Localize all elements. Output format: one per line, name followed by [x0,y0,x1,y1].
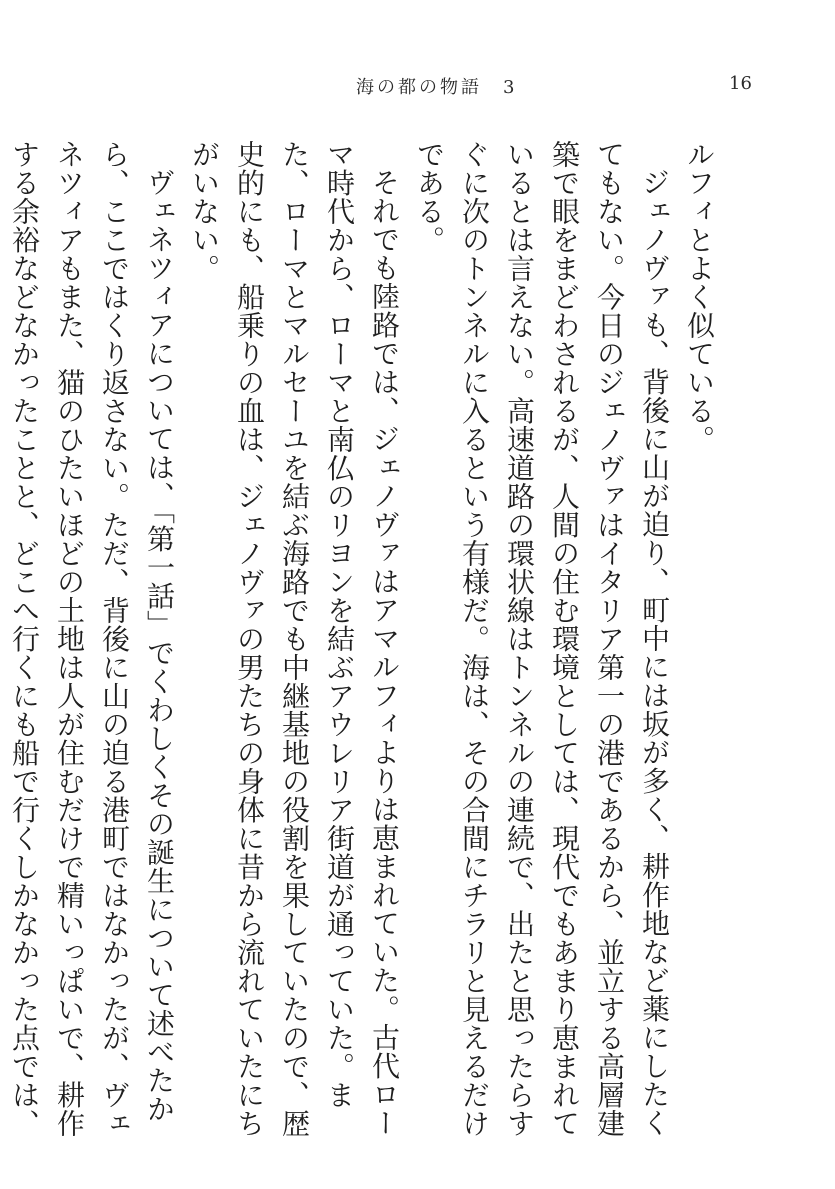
paragraph-land-route: それでも陸路では、ジェノヴァはアマルフィよりは恵まれていた。古代ローマ時代から、ローマと南仏のリヨンを結ぶアウレリア街道が通っていた。また、ローマとマルセーユを結ぶ海路でも中継基地の役割を果していたので、歴史的にも、船乗りの血は、ジェノヴァの男たちの身体に昔から流れていたにちがいない。 [188,140,401,1138]
paragraph-continuation: ルフィとよく似ている。 [683,140,716,454]
paragraph-genoa: ジェノヴァも、背後に山が迫り、町中には坂が多く、耕作地など薬にしたくてもない。今日のジェノヴァはイタリア第一の港であるから、並立する高層建築で眼をまどわされるが、人間の住む環境としては、現代でもあまり恵まれているとは言えない。高速道路の環状線はトンネルの連続で、出たと思ったらすぐに次のトンネルに入るという有様だ。海は、その合間にチラリと見えるだけである。 [413,140,671,1138]
paragraph-venice: ヴェネツィアについては、「第一話」でくわしくその誕生について述べたから、ここではくり返さない。ただ、背後に山の迫る港町ではなかったが、ヴェネツィアもまた、猫のひたいほどの土地は人が住むだけで精いっぱいで、耕作する余裕などなかったことと、どこへ行くにも船で行くしかなかった点では、 [8,140,176,1138]
page-number: 16 [729,73,752,94]
body-text [8,140,722,1140]
running-title: 海の都の物語 3 [356,77,518,98]
